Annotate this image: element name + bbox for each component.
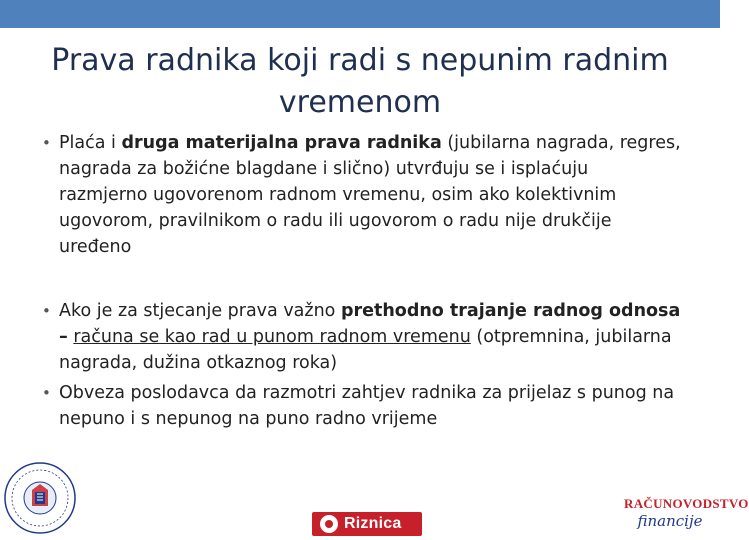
racunovodstvo-logo-title: RAČUNOVODSTVO — [624, 496, 749, 511]
bullet-text: (jubilarna nagrada, regres, nagrada za božićne blagdane i slično) utvrđuju se i isplaćuju razmjerno ugovorenom radnom vremenu, osim ako kolektivnim ugovorom, pravilnikom o radu ili ugovorom o radu nije drukčije uređeno — [59, 133, 681, 257]
riznica-emblem-icon — [320, 515, 338, 533]
slide-title: Prava radnika koji radi s nepunim radnim vremenom — [51, 43, 669, 120]
riznica-logo-text: Riznica — [344, 515, 402, 532]
bullet-item-pay — [42, 130, 682, 260]
bullet-item-employer-obligation — [42, 380, 682, 432]
bullet-text: Plaća i — [59, 133, 122, 153]
racunovodstvo-logo — [624, 496, 749, 536]
bullet-underlined-text: računa se kao rad u punom radnom vremenu — [73, 327, 471, 347]
bullet-text: Ako je za stjecanje prava važno — [59, 301, 341, 321]
header-bar — [0, 0, 720, 28]
bullet-list — [42, 130, 682, 432]
bullet-text: (otpremnina, jubilarna nagrada, dužina otkaznog roka) — [59, 327, 672, 373]
racunovodstvo-logo-subtitle: financije — [637, 512, 703, 530]
bullet-text: Obveza poslodavca da razmotri zahtjev radnika za prijelaz s punog na nepuno i s nepunog na puno radno vrijeme — [59, 383, 675, 429]
riznica-logo — [312, 512, 422, 536]
seal-logo — [2, 460, 78, 536]
bullet-bold-text: druga materijalna prava radnika — [121, 133, 442, 153]
bullet-bold-text: prethodno trajanje radnog odnosa – — [59, 301, 681, 347]
bullet-item-service-duration — [42, 298, 682, 376]
